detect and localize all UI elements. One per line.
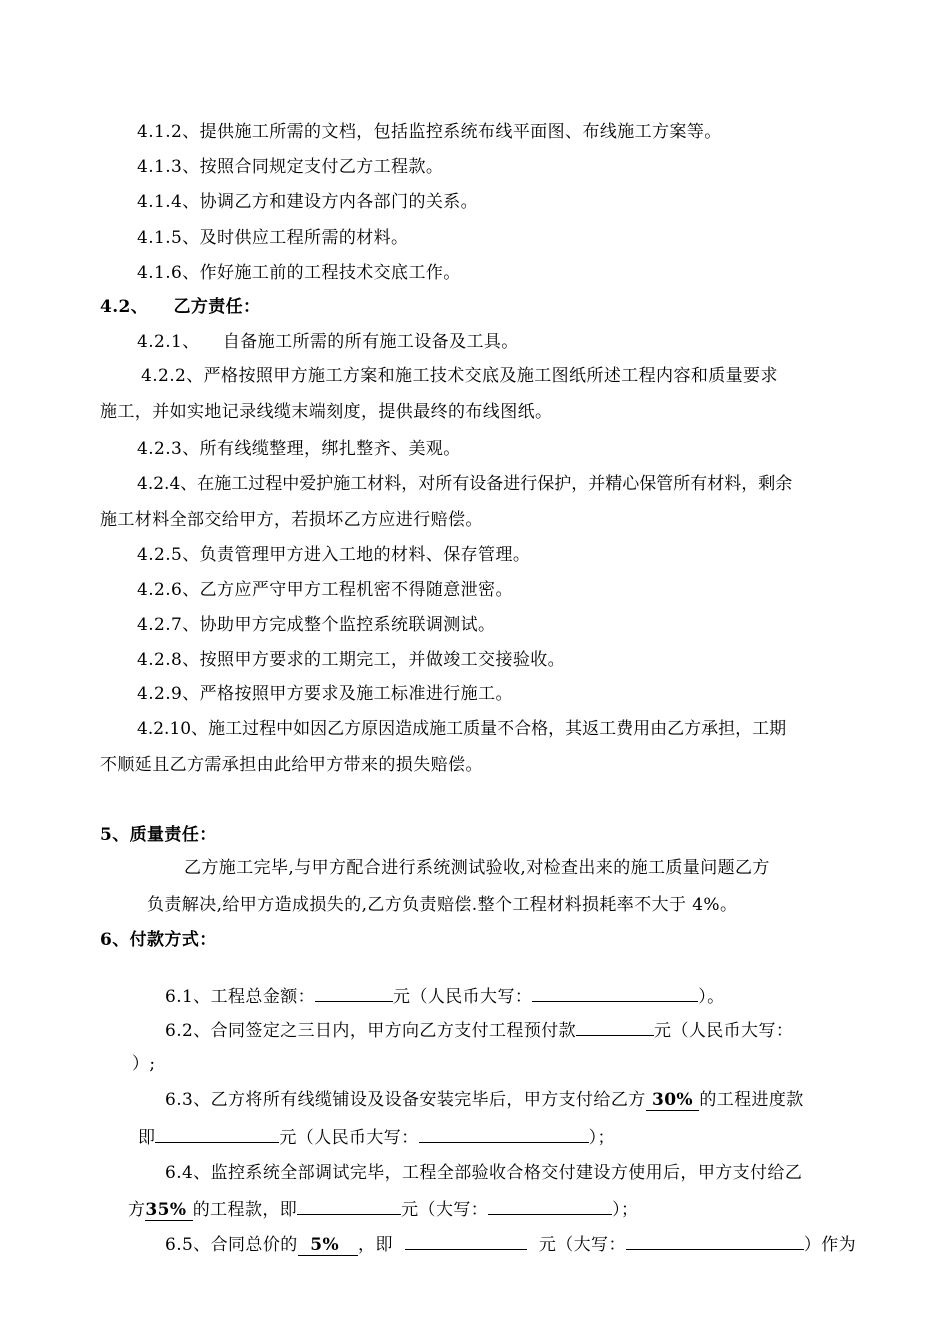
clause-4-1-6: 4.1.6、作好施工前的工程技术交底工作。 [137,263,461,283]
clause-4-2-2-line2: 施工，并如实地记录线缆末端刻度，提供最终的布线图纸。 [100,402,553,422]
clause-6-3-rmb-label: 元（人民币大写： [279,1128,419,1148]
clause-6-4-line1: 6.4、监控系统全部调试完毕，工程全部验收合格交付建设方使用后，甲方支付给乙 [165,1163,803,1183]
clause-6-3-label: 6.3、乙方将所有线缆铺设及设备安装完毕后，甲方支付给乙方 [165,1090,646,1110]
clause-6-2-label: 6.2、合同签定之三日内，甲方向乙方支付工程预付款 [165,1021,577,1041]
clause-4-2-10-line1: 4.2.10、施工过程中如因乙方原因造成施工质量不合格，其返工费用由乙方承担，工期 [137,719,787,739]
clause-4-2-6: 4.2.6、乙方应严守甲方工程机密不得随意泄密。 [137,580,513,600]
retention-amount-uppercase-blank[interactable] [626,1231,804,1250]
clause-6-3-line1 [165,1088,804,1112]
total-amount-blank[interactable] [315,983,393,1002]
clause-6-2-close: ）; [132,1054,156,1074]
clause-6-1 [165,983,725,1009]
clause-4-2-1: 4.2.1、 自备施工所需的所有施工设备及工具。 [137,332,519,352]
clause-4-1-2: 4.1.2、提供施工所需的文档，包括监控系统布线平面图、布线施工方案等。 [137,122,722,142]
clause-4-2-8: 4.2.8、按照甲方要求的工期完工，并做竣工交接验收。 [137,650,566,670]
clause-6-5 [165,1231,856,1257]
clause-6-4-upper-label: 元（大写： [401,1200,489,1220]
completion-percent: 35% [145,1200,192,1221]
clause-4-1-4: 4.1.4、协调乙方和建设方内各部门的关系。 [137,192,479,212]
progress-amount-uppercase-blank[interactable] [419,1124,589,1143]
clause-4-2-5: 4.2.5、负责管理甲方进入工地的材料、保存管理。 [137,545,531,565]
clause-6-4-label: 的工程款，即 [192,1200,298,1220]
completion-amount-uppercase-blank[interactable] [488,1196,612,1215]
clause-6-3-close: ）； [588,1128,615,1148]
clause-4-2-4-line2: 施工材料全部交给甲方，若损坏乙方应进行赔偿。 [100,510,483,530]
clause-4-2-9: 4.2.9、严格按照甲方要求及施工标准进行施工。 [137,684,513,704]
clause-6-2 [165,1017,793,1043]
clause-6-4-close: ）； [612,1200,639,1220]
completion-amount-blank[interactable] [297,1196,401,1215]
clause-6-1-close: ）。 [698,987,725,1007]
clause-6-3-ji: 即 [138,1128,156,1148]
clause-4-2-10-line2: 不顺延且乙方需承担由此给甲方带来的损失赔偿。 [100,755,483,775]
clause-4-2-3: 4.2.3、所有线缆整理，绑扎整齐、美观。 [137,439,461,459]
progress-amount-blank[interactable] [155,1124,279,1143]
clause-6-1-label: 6.1、工程总金额： [165,987,316,1007]
retention-amount-blank[interactable] [405,1231,527,1250]
clause-4-1-5: 4.1.5、及时供应工程所需的材料。 [137,228,409,248]
section-5-heading: 5、质量责任： [100,825,217,845]
section-6-heading: 6、付款方式： [100,930,217,950]
section-4-2-heading: 4.2、 乙方责任： [100,297,261,317]
retention-percent: 5% [298,1235,358,1256]
clause-6-4-line2 [128,1196,638,1222]
clause-6-3-tail: 的工程进度款 [699,1090,804,1110]
total-amount-uppercase-blank[interactable] [532,983,698,1002]
clause-4-2-7: 4.2.7、协助甲方完成整个监控系统联调测试。 [137,615,496,635]
quality-para-line2: 负责解决,给甲方造成损失的,乙方负责赔偿.整个工程材料损耗率不大于 4%。 [147,895,738,915]
clause-4-1-3: 4.1.3、按照合同规定支付乙方工程款。 [137,157,444,177]
clause-6-2-rmb-label: 元（人民币大写： [654,1021,794,1041]
clause-6-1-rmb-label: 元（人民币大写： [393,987,533,1007]
clause-6-5-label: 6.5、合同总价的 [165,1235,298,1255]
clause-6-5-upper-label: 元（大写： [538,1235,626,1255]
clause-6-4-fang: 方 [128,1200,146,1220]
quality-para-line1: 乙方施工完毕,与甲方配合进行系统测试验收,对检查出来的施工质量问题乙方 [184,858,770,878]
progress-percent: 30% [646,1090,700,1111]
clause-6-5-tail: ）作为 [803,1235,857,1255]
clause-4-2-4-line1: 4.2.4、在施工过程中爱护施工材料，对所有设备进行保护，并精心保管所有材料，剩余 [137,474,793,494]
advance-payment-blank[interactable] [576,1017,654,1036]
clause-6-3-line2 [138,1124,615,1150]
clause-6-5-ji: ，即 [358,1235,393,1255]
clause-4-2-2-line1: 4.2.2、严格按照甲方施工方案和施工技术交底及施工图纸所述工程内容和质量要求 [141,366,778,386]
